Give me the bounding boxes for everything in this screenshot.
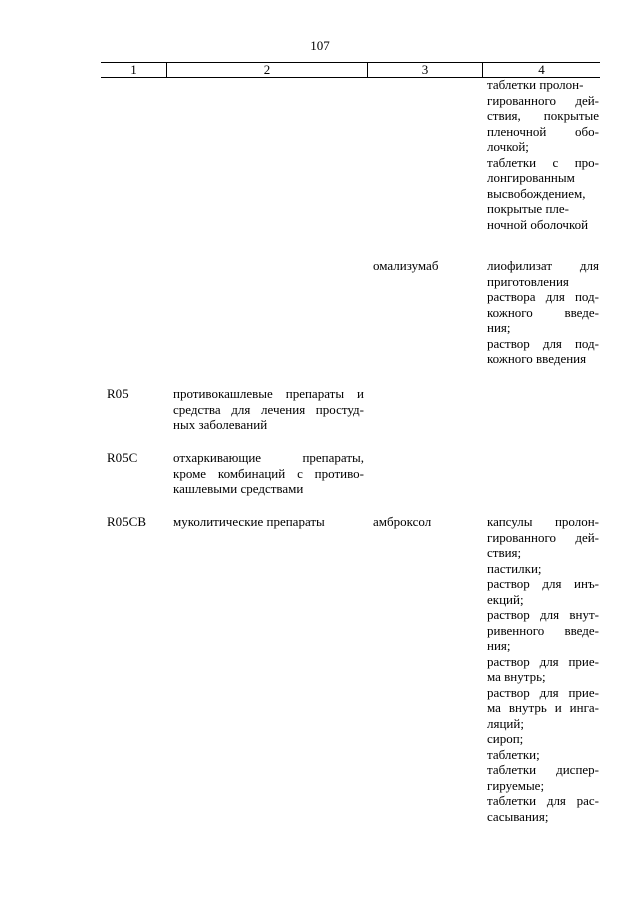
text-line: сироп; xyxy=(487,731,524,746)
text-line: пастилки; xyxy=(487,560,542,576)
text-line: лиофилизат для xyxy=(487,258,599,273)
atc-description-r05 xyxy=(173,386,364,433)
text-line: ствия, покрытые xyxy=(487,108,599,123)
drug-name-omalizumab: омализумаб xyxy=(373,258,439,273)
text-line: ствия; xyxy=(487,545,522,560)
text-line: ривенного введе- xyxy=(487,622,599,638)
text-line: кроме комбинаций с противо- xyxy=(173,465,364,481)
atc-description-r05c xyxy=(173,450,364,497)
atc-description-r05cb: муколитические препараты xyxy=(173,514,325,529)
atc-code-r05: R05 xyxy=(107,386,129,401)
text-line: таблетки; xyxy=(487,746,540,762)
text-line: гируемые; xyxy=(487,777,545,793)
page-number: 107 xyxy=(310,38,330,53)
text-line: капсулы пролон- xyxy=(487,514,599,529)
dosage-forms-continued xyxy=(487,77,599,232)
text-line: таблетки с про- xyxy=(487,154,599,170)
text-line: кожного введения xyxy=(487,351,587,366)
text-line: екций; xyxy=(487,591,524,607)
text-line: противокашлевые препараты и xyxy=(173,386,364,401)
text-line: гированного дей- xyxy=(487,529,599,545)
text-line: раствора для под- xyxy=(487,289,599,304)
table-header xyxy=(101,62,600,78)
header-col-4: 4 xyxy=(538,62,545,77)
text-line: таблетки диспер- xyxy=(487,762,599,777)
header-col-2: 2 xyxy=(263,62,271,77)
text-line: высвобождением, xyxy=(487,185,586,201)
text-line: раствор для внут- xyxy=(487,607,599,622)
atc-code-r05c: R05C xyxy=(107,450,138,465)
text-line: кожного введе- xyxy=(487,304,599,320)
text-line: таблетки пролон- xyxy=(487,77,584,92)
text-line: покрытые пле- xyxy=(487,201,569,216)
dosage-forms-ambroxol xyxy=(487,514,599,824)
text-line: ляций; xyxy=(487,715,524,731)
text-line: ния; xyxy=(487,320,511,335)
text-line: лонгированным xyxy=(487,170,575,185)
atc-code-r05cb: R05CB xyxy=(107,514,147,529)
text-line: раствор для прие- xyxy=(487,684,599,700)
text-line: отхаркивающие препараты, xyxy=(173,450,364,465)
header-col-3: 3 xyxy=(421,62,429,77)
text-line: раствор для прие- xyxy=(487,653,599,669)
header-col-1: 1 xyxy=(130,62,137,77)
text-line: кашлевыми средствами xyxy=(173,481,304,496)
text-line: ма внутрь; xyxy=(487,669,546,684)
text-line: ночной оболочкой xyxy=(487,216,589,232)
text-line: приготовления xyxy=(487,273,569,289)
text-line: сасывания; xyxy=(487,808,549,824)
text-line: гированного дей- xyxy=(487,92,599,108)
text-line: ных заболеваний xyxy=(173,417,268,432)
text-line: таблетки для рас- xyxy=(487,793,599,808)
text-line: лочкой; xyxy=(487,139,529,154)
text-line: ма внутрь и инга- xyxy=(487,700,599,715)
text-line: раствор для под- xyxy=(487,335,599,351)
drug-name-ambroxol: амброксол xyxy=(373,514,432,529)
dosage-forms-omalizumab xyxy=(487,258,599,367)
text-line: пленочной обо- xyxy=(487,123,599,139)
text-line: средства для лечения простуд- xyxy=(173,401,364,417)
text-line: раствор для инъ- xyxy=(487,576,599,591)
text-line: ния; xyxy=(487,638,511,653)
